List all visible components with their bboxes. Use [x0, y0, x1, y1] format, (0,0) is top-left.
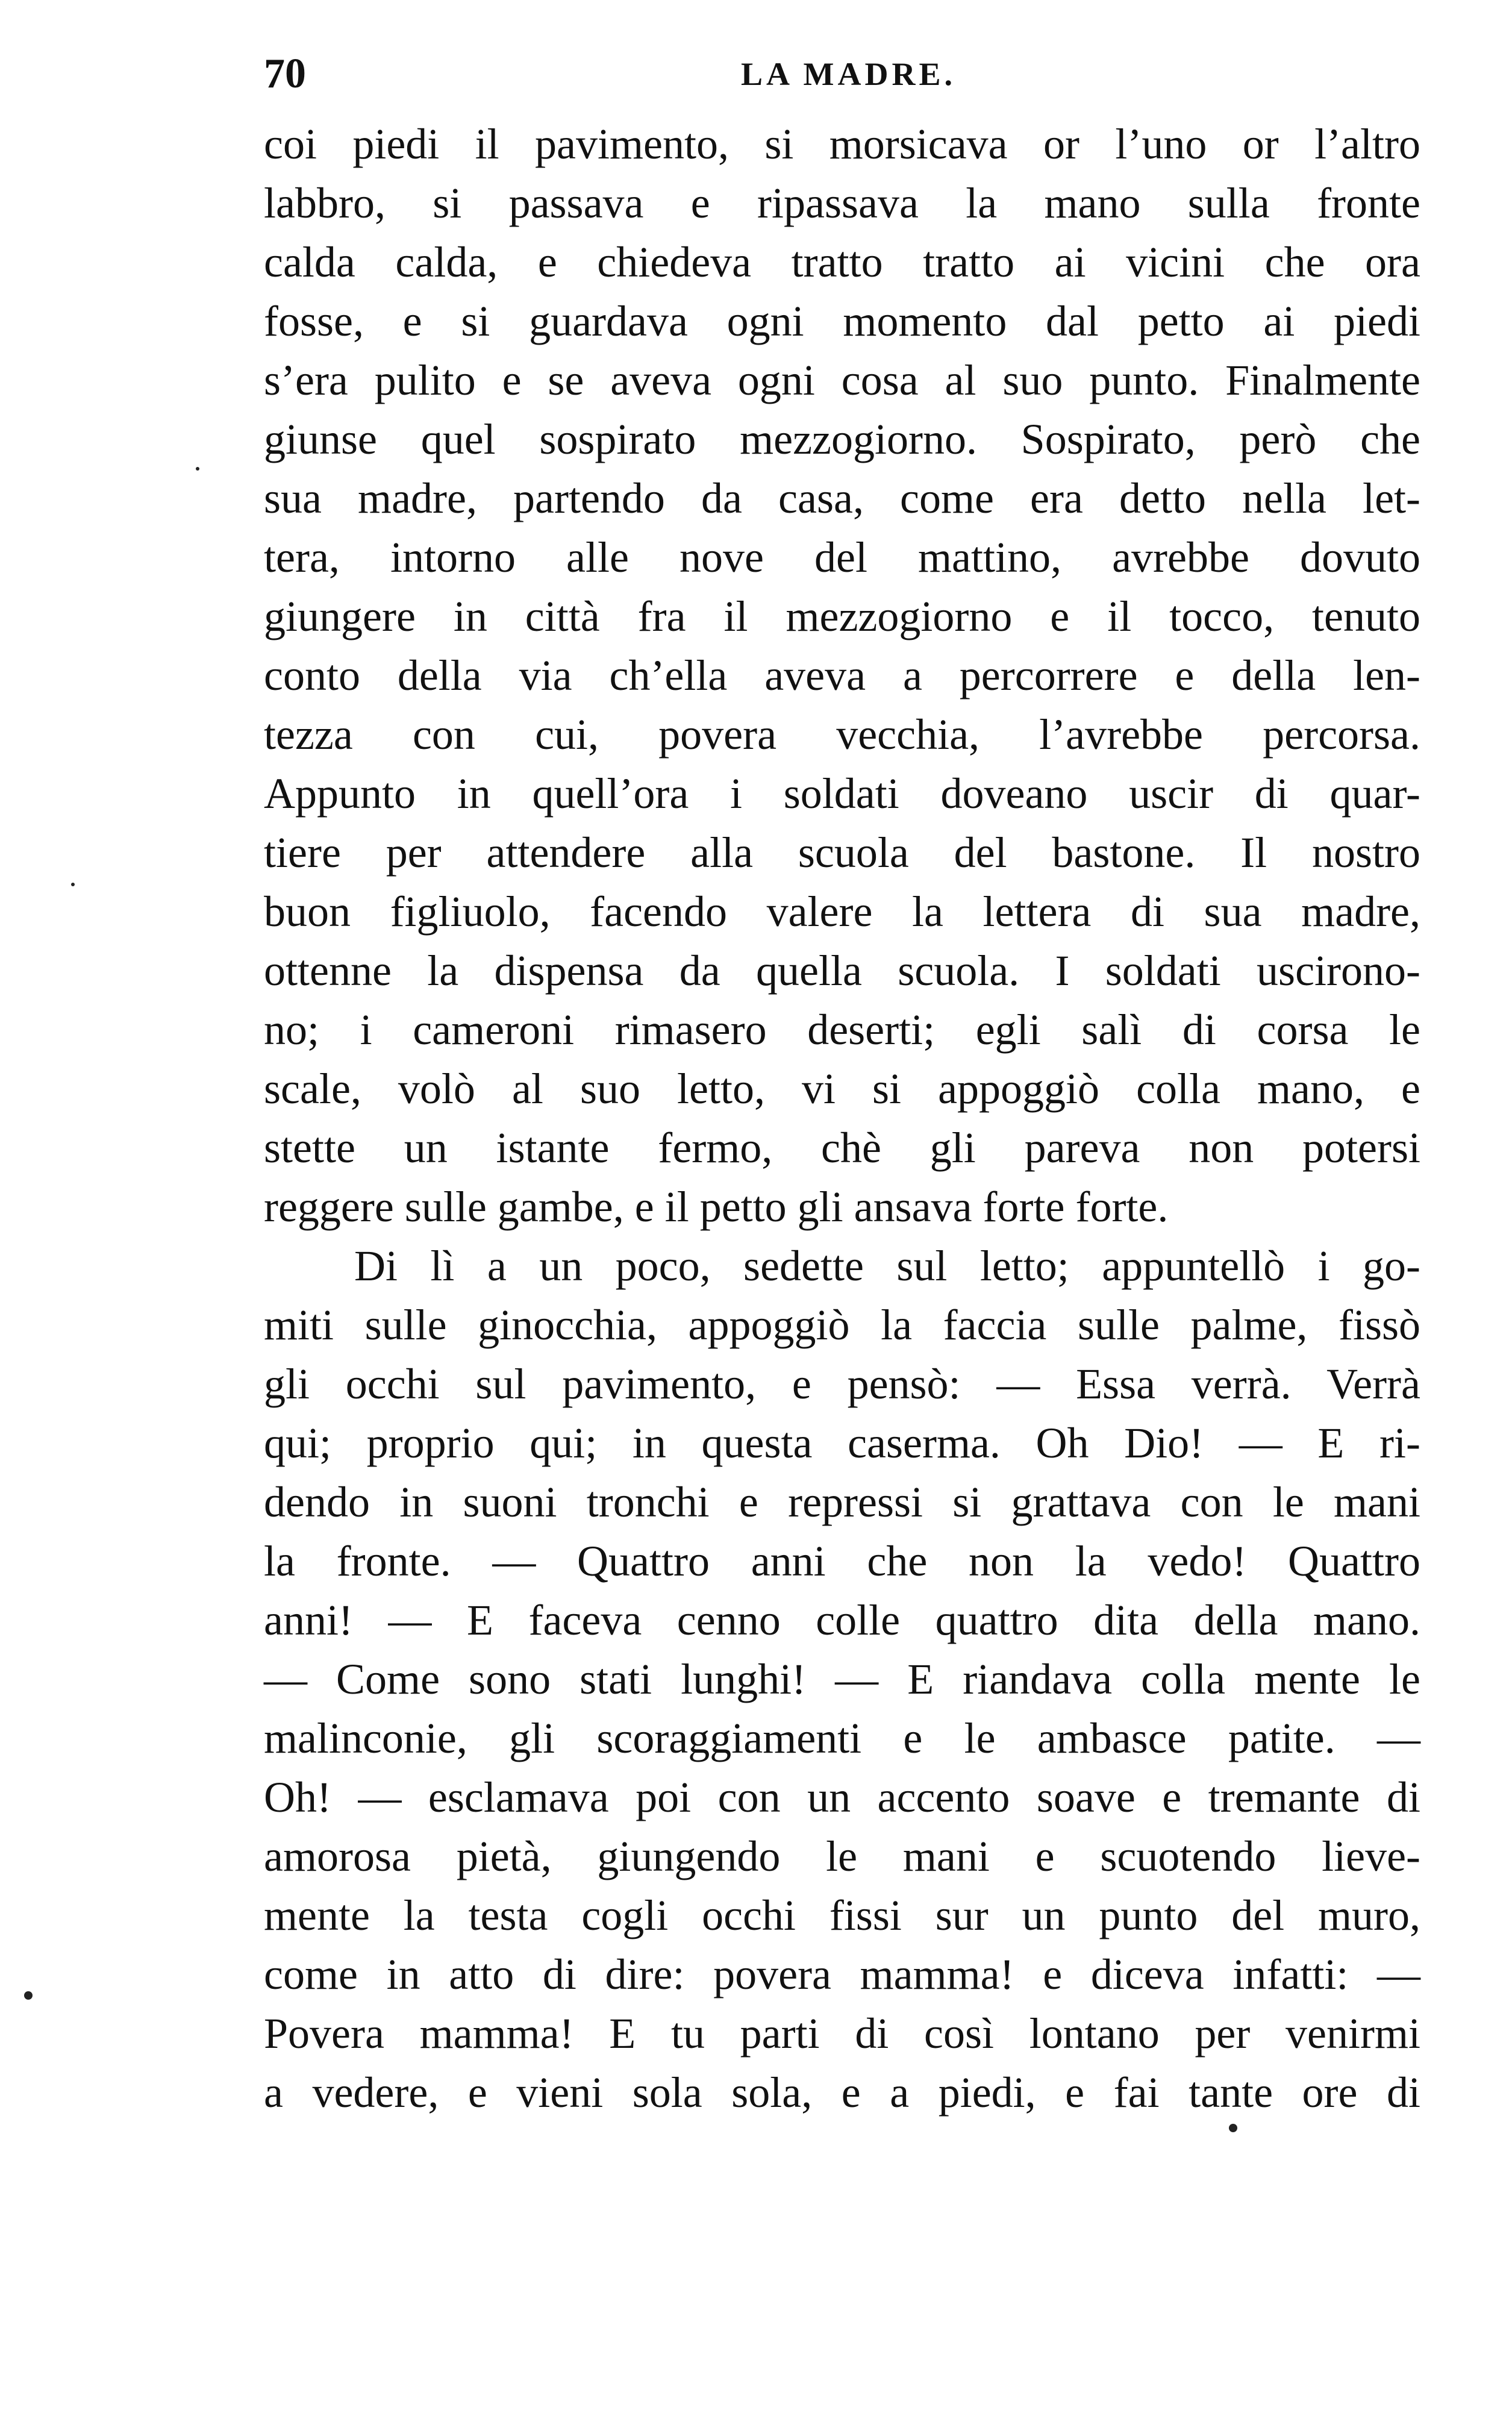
paragraph-start-line: Di lì a un poco, sedette sul letto; appuntellò i go-: [354, 1242, 1420, 1290]
text-line: reggere sulle gambe, e il petto gli ansava forte forte.: [264, 1183, 1169, 1231]
text-line: a vedere, e vieni sola sola, e a piedi, e fai tante ore di: [264, 2068, 1420, 2117]
text-line: amorosa pietà, giungendo le mani e scuotendo lieve-: [264, 1832, 1420, 1880]
text-line: labbro, si passava e ripassava la mano sulla fronte: [264, 179, 1420, 227]
text-line: no; i cameroni rimasero deserti; egli salì di corsa le: [264, 1006, 1420, 1054]
text-line: scale, volò al suo letto, vi si appoggiò colla mano, e: [264, 1065, 1420, 1113]
text-line: calda calda, e chiedeva tratto tratto ai vicini che ora: [264, 238, 1420, 286]
text-line: come in atto di dire: povera mamma! e diceva infatti: —: [264, 1950, 1420, 1998]
text-line: giungere in città fra il mezzogiorno e il tocco, tenuto: [264, 592, 1420, 640]
page-number: 70: [264, 51, 306, 97]
text-line: la fronte. — Quattro anni che non la vedo! Quattro: [264, 1537, 1420, 1585]
text-line: stette un istante fermo, chè gli pareva non potersi: [264, 1124, 1420, 1172]
ink-speck: [71, 883, 75, 886]
text-line: mente la testa cogli occhi fissi sur un punto del muro,: [264, 1891, 1420, 1939]
text-line: anni! — E faceva cenno colle quattro dita della mano.: [264, 1596, 1420, 1644]
text-line: qui; proprio qui; in questa caserma. Oh Dio! — E ri-: [264, 1419, 1420, 1467]
text-line: Appunto in quell’ora i soldati doveano uscir di quar-: [264, 769, 1420, 818]
text-line: — Come sono stati lunghi! — E riandava colla mente le: [264, 1655, 1420, 1703]
running-head: [264, 41, 1420, 107]
text-line: ottenne la dispensa da quella scuola. I soldati uscirono-: [264, 947, 1420, 995]
ink-speck: [196, 467, 199, 471]
text-line: s’era pulito e se aveva ogni cosa al suo punto. Finalmente: [264, 356, 1420, 404]
running-title: LA MADRE.: [741, 56, 957, 92]
ink-speck: [1229, 2124, 1237, 2132]
text-line: Oh! — esclamava poi con un accento soave e tremante di: [264, 1773, 1420, 1821]
text-line: buon figliuolo, facendo valere la lettera di sua madre,: [264, 887, 1420, 936]
text-line: giunse quel sospirato mezzogiorno. Sospirato, però che: [264, 415, 1420, 463]
text-line: tezza con cui, povera vecchia, l’avrebbe percorsa.: [264, 710, 1420, 759]
text-line: conto della via ch’ella aveva a percorrere e della len-: [264, 651, 1420, 699]
body-text: [264, 114, 1420, 2122]
text-line: coi piedi il pavimento, si morsicava or l’uno or l’altro: [264, 120, 1420, 168]
text-line: gli occhi sul pavimento, e pensò: — Essa verrà. Verrà: [264, 1360, 1420, 1408]
ink-speck: [24, 1991, 33, 2000]
text-line: tera, intorno alle nove del mattino, avrebbe dovuto: [264, 533, 1420, 581]
text-line: fosse, e si guardava ogni momento dal petto ai piedi: [264, 297, 1420, 345]
text-line: sua madre, partendo da casa, come era detto nella let-: [264, 474, 1420, 522]
text-line: tiere per attendere alla scuola del bastone. Il nostro: [264, 828, 1420, 877]
text-line: miti sulle ginocchia, appoggiò la faccia sulle palme, fissò: [264, 1301, 1420, 1349]
text-line: dendo in suoni tronchi e repressi si grattava con le mani: [264, 1478, 1420, 1526]
text-line: malinconie, gli scoraggiamenti e le ambasce patite. —: [264, 1714, 1420, 1762]
text-line: Povera mamma! E tu parti di così lontano per venirmi: [264, 2009, 1420, 2058]
